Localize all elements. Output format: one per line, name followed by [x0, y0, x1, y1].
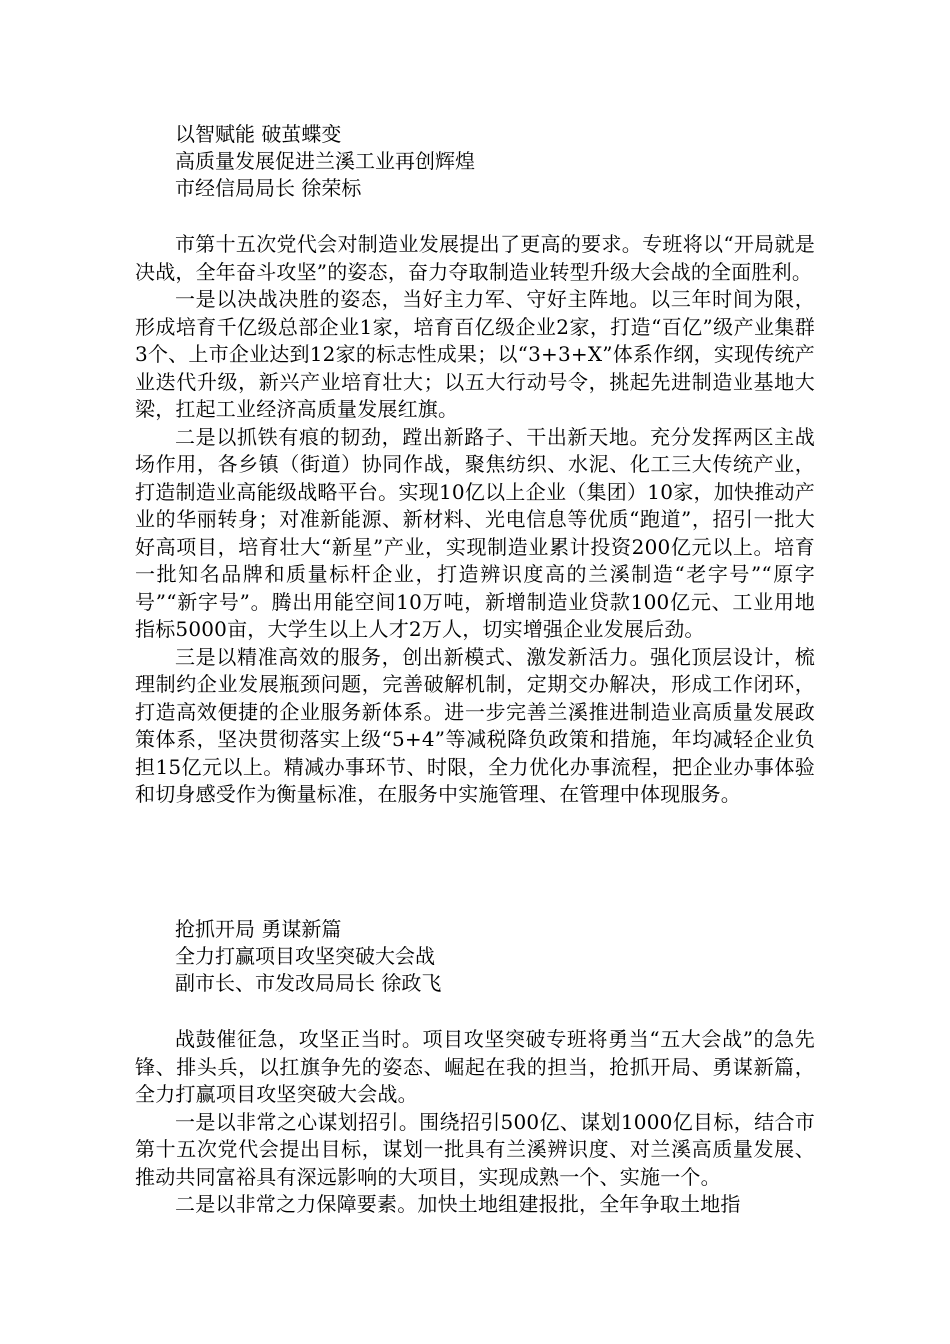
paragraph-point-three: 三是以精准高效的服务，创出新模式、激发新活力。强化顶层设计，梳理制约企业发展瓶颈问题，完善破解机制，定期交办解决，形成工作闭环，打造高效便捷的企业服务新体系。进一步完善兰溪推进制造业高质量发展政策体系，坚决贯彻落实上级“5+4”等减税降负政策和措施，年均减轻企业负担15亿元以上。精减办事环节、时限，全力优化办事流程，把企业办事体验和切身感受作为衡量标准，在服务中实施管理、在管理中体现服务。: [135, 644, 815, 806]
article-manufacturing: [135, 121, 815, 809]
article-byline: 市经信局局长 徐荣标: [175, 176, 362, 200]
paragraph-point-one: 一是以决战决胜的姿态，当好主力军、守好主阵地。以三年时间为限，形成培育千亿级总部企业1家，培育百亿级企业2家，打造“百亿”级产业集群3个、上市企业达到12家的标志性成果；以“3+3+X”体系作纲，实现传统产业迭代升级，新兴产业培育壮大；以五大行动号令，挑起先进制造业基地大梁，扛起工业经济高质量发展红旗。: [135, 287, 815, 421]
paragraph-intro: 战鼓催征急，攻坚正当时。项目攻坚突破专班将勇当“五大会战”的急先锋、排头兵，以扛旗争先的姿态、崛起在我的担当，抢抓开局、勇谋新篇，全力打赢项目攻坚突破大会战。: [135, 1027, 815, 1106]
article-subheadline: 全力打赢项目攻坚突破大会战: [175, 944, 435, 968]
paragraph-point-two: 二是以非常之力保障要素。加快土地组建报批，全年争取土地指: [175, 1192, 741, 1216]
article-byline: 副市长、市发改局局长 徐政飞: [175, 971, 442, 995]
article-headline: 抢抓开局 勇谋新篇: [175, 917, 342, 941]
heading-spacer: [135, 202, 815, 231]
paragraph-point-one: 一是以非常之心谋划招引。围绕招引500亿、谋划1000亿目标，结合市第十五次党代会提出目标，谋划一批具有兰溪辨识度、对兰溪高质量发展、推动共同富裕具有深远影响的大项目，实现成熟一个、实施一个。: [135, 1109, 815, 1189]
paragraph-intro: 市第十五次党代会对制造业发展提出了更高的要求。专班将以“开局就是决战，全年奋斗攻坚”的姿态，奋力夺取制造业转型升级大会战的全面胜利。: [135, 232, 815, 284]
article-subheadline: 高质量发展促进兰溪工业再创辉煌: [175, 149, 475, 173]
article-headline: 以智赋能 破茧蝶变: [175, 122, 342, 146]
heading-spacer: [135, 997, 815, 1026]
article-projects: [135, 916, 815, 1219]
paragraph-point-two: 二是以抓铁有痕的韧劲，蹚出新路子、干出新天地。充分发挥两区主战场作用，各乡镇（街道）协同作战，聚焦纺织、水泥、化工三大传统产业，打造制造业高能级战略平台。实现10亿以上企业（集团）10家，加快推动产业的华丽转身；对准新能源、新材料、光电信息等优质“跑道”，招引一批大好高项目，培育壮大“新星”产业，实现制造业累计投资200亿元以上。培育一批知名品牌和质量标杆企业，打造辨识度高的兰溪制造“老字号”“原字号”“新字号”。腾出用能空间10万吨，新增制造业贷款100亿元、工业用地指标5000亩，大学生以上人才2万人，切实增强企业发展后劲。: [135, 424, 815, 641]
